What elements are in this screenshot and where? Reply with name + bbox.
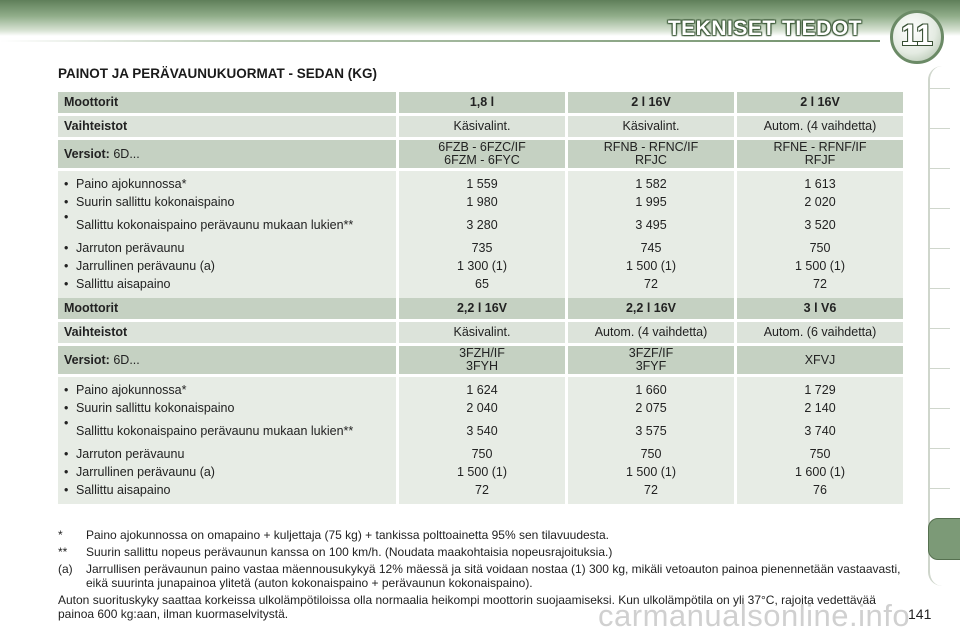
- weight-value: 2 075: [635, 400, 667, 415]
- page-number: 141: [908, 606, 932, 622]
- bullet: •: [64, 482, 69, 497]
- version-line: 3FZH/IF: [459, 346, 505, 360]
- version-cell: [396, 140, 565, 168]
- versions-label: Versiot:: [64, 352, 110, 367]
- versions-row: [58, 346, 903, 374]
- weight-label: Jarruton perävaunu: [76, 446, 185, 461]
- list-item: [64, 381, 392, 399]
- weights-data-row: [58, 171, 903, 298]
- weight-label: Sallittu kokonaispaino perävaunu mukaan lukien**: [76, 217, 354, 232]
- version-line: 3FZF/IF: [628, 346, 674, 360]
- list-item: [64, 445, 392, 463]
- weight-values-col: [565, 171, 734, 298]
- gearbox-cell: Autom. (6 vaihdetta): [734, 322, 903, 343]
- edge-tick: [930, 408, 950, 409]
- list-item: [64, 275, 392, 293]
- edge-tick: [930, 88, 950, 89]
- chapter-title: TEKNISET TIEDOT: [667, 17, 862, 40]
- gearbox-cell: Autom. (4 vaihdetta): [734, 116, 903, 137]
- engine-cell: 2 l 16V: [565, 92, 734, 113]
- weight-value: 72: [813, 276, 827, 291]
- weight-label: Jarrullinen perävaunu (a): [76, 464, 215, 479]
- list-item: [64, 211, 392, 239]
- weight-value: 1 500 (1): [625, 464, 677, 479]
- edge-tick: [930, 488, 950, 489]
- versions-label-cell: [58, 140, 396, 168]
- list-item: [64, 481, 392, 499]
- gearbox-cell: Käsivalint.: [396, 116, 565, 137]
- bullet: •: [64, 464, 69, 479]
- version-line: XFVJ: [804, 352, 836, 367]
- engine-cell: 2,2 l 16V: [565, 298, 734, 319]
- weight-values-col: [396, 171, 565, 298]
- bullet: •: [64, 416, 69, 430]
- edge-tick: [930, 168, 950, 169]
- bullet: •: [64, 382, 69, 397]
- weight-value: 3 495: [635, 217, 667, 232]
- footnote-text: Jarrullisen perävaunun paino vastaa mäennousukykyä 12% mäessä ja sitä voidaan nostaa (1) 300 kg, mikäli vetoauton painoa pienennetään vastaavasti, eikä suurinta junapainoa ylitetä (auton kokonaispaino + perävaunun kokonaispaino).: [86, 562, 901, 590]
- bullet: •: [64, 194, 69, 209]
- engine-cell: 3 l V6: [734, 298, 903, 319]
- weight-value: 735: [471, 240, 493, 255]
- gearbox-row: [58, 116, 903, 137]
- weight-value: 3 280: [466, 217, 498, 232]
- gearbox-cell: Käsivalint.: [396, 322, 565, 343]
- weight-label: Suurin sallittu kokonaispaino: [76, 400, 235, 415]
- weight-value: 1 500 (1): [794, 258, 846, 273]
- version-line: RFNE - RFNF/IF: [773, 140, 867, 154]
- list-item: [64, 257, 392, 275]
- weight-value: 2 040: [466, 400, 498, 415]
- chapter-tab-active[interactable]: [928, 518, 960, 560]
- engine-cell: 2 l 16V: [734, 92, 903, 113]
- versions-row: [58, 140, 903, 168]
- weight-values-col: [565, 377, 734, 504]
- weights-data-row: [58, 377, 903, 504]
- weight-value: 745: [640, 240, 662, 255]
- version-line: RFJC: [635, 153, 667, 167]
- weight-value: 1 995: [635, 194, 667, 209]
- list-item: [64, 417, 392, 445]
- engine-cell: 2,2 l 16V: [396, 298, 565, 319]
- weight-value: 72: [475, 482, 489, 497]
- versions-value: 6D...: [113, 352, 140, 367]
- footnote-mark: **: [58, 545, 68, 559]
- weight-values-col: [734, 377, 903, 504]
- engine-row: [58, 92, 903, 113]
- edge-tick: [930, 328, 950, 329]
- gearbox-cell: Käsivalint.: [565, 116, 734, 137]
- version-line: RFJF: [804, 153, 836, 167]
- footnote-text: Suurin sallittu nopeus perävaunun kanssa on 100 km/h. (Noudata maakohtaisia nopeusrajoituksia.): [86, 545, 613, 559]
- chapter-number-badge: 11: [890, 10, 944, 64]
- version-line: 6FZB - 6FZC/IF: [438, 140, 526, 154]
- footnote-mark: *: [58, 528, 63, 542]
- version-cell: [734, 346, 903, 374]
- edge-tick: [930, 288, 950, 289]
- footnote: [58, 545, 906, 559]
- weight-label: Sallittu aisapaino: [76, 482, 171, 497]
- weight-value: 3 540: [466, 423, 498, 438]
- weight-value: 1 980: [466, 194, 498, 209]
- weight-value: 72: [644, 482, 658, 497]
- page-edge-tabs: [928, 66, 952, 586]
- version-line: 6FZM - 6FYC: [444, 153, 520, 167]
- bullet: •: [64, 400, 69, 415]
- version-cell: [396, 346, 565, 374]
- weights-table-2: [58, 295, 903, 507]
- section-title: PAINOT JA PERÄVAUNUKUORMAT - SEDAN (KG): [58, 66, 377, 81]
- versions-label-cell: [58, 346, 396, 374]
- weight-value: 1 300 (1): [456, 258, 508, 273]
- temperature-note: Auton suorituskyky saattaa korkeissa ulkolämpötiloissa olla normaalia heikompi moottorin suojaamiseksi. Kun ulkolämpötila on yli 37°C, rajoita vedettävää painoa 600 kg:aan, ilman kuormaselvitystä.: [58, 593, 876, 621]
- versions-label: Versiot:: [64, 146, 110, 161]
- weight-labels: [58, 377, 396, 504]
- weight-value: 750: [809, 240, 831, 255]
- weight-value: 1 660: [635, 382, 667, 397]
- engine-cell: 1,8 l: [396, 92, 565, 113]
- weight-value: 3 575: [635, 423, 667, 438]
- list-item: [64, 399, 392, 417]
- weight-values-col: [396, 377, 565, 504]
- weight-value: 1 559: [466, 176, 498, 191]
- version-line: 3FYF: [635, 359, 667, 373]
- weight-label: Jarrullinen perävaunu (a): [76, 258, 215, 273]
- weight-value: 1 624: [466, 382, 498, 397]
- footnote-mark: (a): [58, 562, 73, 576]
- version-cell: [565, 346, 734, 374]
- versions-value: 6D...: [113, 146, 140, 161]
- bullet: •: [64, 240, 69, 255]
- weight-value: 2 140: [804, 400, 836, 415]
- weight-value: 1 600 (1): [794, 464, 846, 479]
- weight-value: 76: [813, 482, 827, 497]
- gearbox-row: [58, 322, 903, 343]
- weight-label: Sallittu kokonaispaino perävaunu mukaan lukien**: [76, 423, 354, 438]
- weight-label: Paino ajokunnossa*: [76, 382, 187, 397]
- footnote: [58, 562, 906, 590]
- weight-value: 3 740: [804, 423, 836, 438]
- weight-values-col: [734, 171, 903, 298]
- list-item: [64, 175, 392, 193]
- edge-tick: [930, 208, 950, 209]
- weight-value: 72: [644, 276, 658, 291]
- weight-value: 1 500 (1): [456, 464, 508, 479]
- gearbox-label: Vaihteistot: [58, 116, 396, 137]
- edge-tick: [930, 248, 950, 249]
- bullet: •: [64, 210, 69, 224]
- bullet: •: [64, 446, 69, 461]
- weight-value: 2 020: [804, 194, 836, 209]
- version-line: RFNB - RFNC/IF: [603, 140, 699, 154]
- list-item: [64, 193, 392, 211]
- gearbox-label: Vaihteistot: [58, 322, 396, 343]
- weight-label: Paino ajokunnossa*: [76, 176, 187, 191]
- edge-tick: [930, 128, 950, 129]
- weight-label: Sallittu aisapaino: [76, 276, 171, 291]
- weight-label: Jarruton perävaunu: [76, 240, 185, 255]
- watermark: carmanualsonline.info: [598, 598, 911, 633]
- weight-value: 750: [471, 446, 493, 461]
- bullet: •: [64, 176, 69, 191]
- version-cell: [565, 140, 734, 168]
- edge-tick: [930, 368, 950, 369]
- weight-value: 3 520: [804, 217, 836, 232]
- edge-tick: [930, 448, 950, 449]
- weight-value: 1 613: [804, 176, 836, 191]
- weight-value: 1 500 (1): [625, 258, 677, 273]
- list-item: [64, 463, 392, 481]
- weight-value: 1 582: [635, 176, 667, 191]
- engine-label: Moottorit: [58, 298, 396, 319]
- bullet: •: [64, 258, 69, 273]
- weights-table-1: [58, 89, 903, 301]
- list-item: [64, 239, 392, 257]
- weight-value: 1 729: [804, 382, 836, 397]
- engine-label: Moottorit: [58, 92, 396, 113]
- footnote-text: Paino ajokunnossa on omapaino + kuljettaja (75 kg) + tankissa polttoainetta 95% sen tilavuudesta.: [86, 528, 610, 542]
- version-cell: [734, 140, 903, 168]
- weight-label: Suurin sallittu kokonaispaino: [76, 194, 235, 209]
- footnote: [58, 528, 906, 542]
- weight-value: 65: [475, 276, 489, 291]
- weight-labels: [58, 171, 396, 298]
- gearbox-cell: Autom. (4 vaihdetta): [565, 322, 734, 343]
- bullet: •: [64, 276, 69, 291]
- engine-row: [58, 298, 903, 319]
- version-line: 3FYH: [466, 359, 498, 373]
- weight-value: 750: [809, 446, 831, 461]
- weight-value: 750: [640, 446, 662, 461]
